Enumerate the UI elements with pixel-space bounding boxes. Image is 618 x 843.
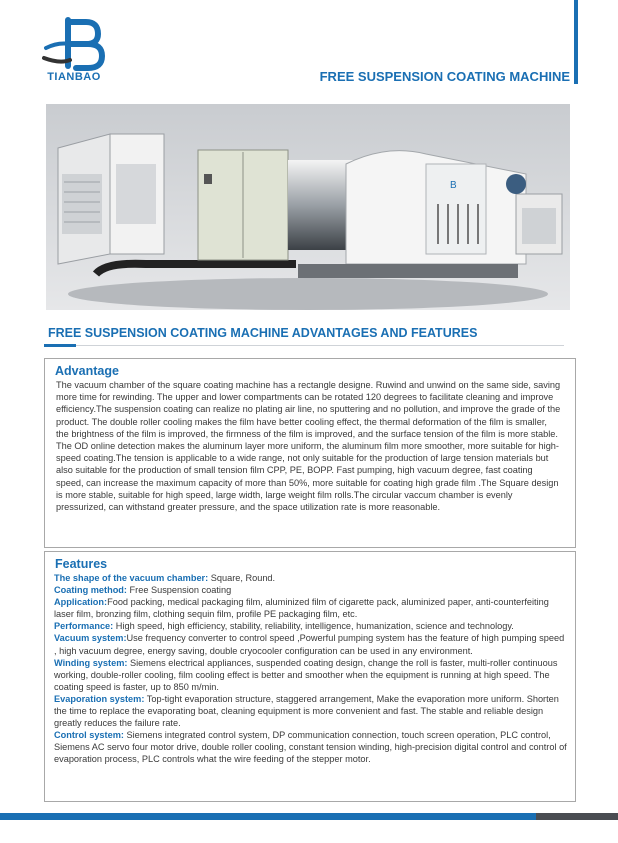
feature-value: Top-tight evaporation structure, staggered arrangement, Make the evaporation more uniform. Shorten the time to replace the evaporating boat, cleaning equipment is more convenient and fast. The stable and reliable design greatly reduces the failure rate. [54, 693, 559, 729]
footer-bar-gray [536, 813, 618, 820]
feature-key: Vacuum system: [54, 633, 127, 644]
features-box [44, 551, 576, 802]
coating-machine-photo [46, 104, 570, 310]
features-list [54, 572, 568, 766]
feature-item [54, 693, 568, 729]
feature-value: Siemens electrical appliances, suspended coating design, change the roll is faster, multi-roller continuous working, double-roller cooling, film cooling effect is better and smoother when the equipment is running at high speed. The coating speed is faster, up to 850 m/min. [54, 657, 558, 692]
section-divider-accent [44, 344, 76, 347]
advantage-heading: Advantage [55, 364, 119, 378]
page-title: FREE SUSPENSION COATING MACHINE [319, 69, 570, 84]
feature-item [54, 620, 568, 632]
feature-item [54, 632, 568, 656]
advantage-text: The vacuum chamber of the square coating machine has a rectangle designe. Ruwind and unwind on the same side, saving more time for rewinding. The upper and lower compartments can be rotated 120 degrees to facilitate cleaning and improve efficiency.The suspension coating can realize no plating air line, no sputtering and no pollution, and improve the grade of the product. The double roller cooling makes the film have better cooling effect, the thermal deformation of the film is smaller, the brightness of the film is improved, the firmness of the film is improved, and the surface tension of the film is more stable. The OD online detection makes the aluminum layer more uniform, the aluminum film more smoother, more suitable for high-speed coating.The tension is applicable to a wide range, not only suitable for the production of large tension materials but also suitable for the production of small tension film CPP, PE, BOPP. Fast pumping, high vacuum degree, fast coating speed, can increase the maximum capacity of more than 50%, more suitable for coating high grade film .The Square design is more stable, suitable for high speed, large width, large weight film rolls.The circular vaccum chamber is evenly pressurized, can withstand greater pressure, and the space utilization rate is more reasonable. [56, 380, 561, 513]
feature-item [54, 596, 568, 620]
feature-value: Use frequency converter to control speed ,Powerful pumping system has the feature of high pumping speed , high vacuum degree, energy saving, double cryocooler configuration can be used in any environment. [54, 633, 565, 656]
feature-item [54, 572, 568, 584]
feature-item [54, 584, 568, 596]
section-title: FREE SUSPENSION COATING MACHINE ADVANTAGES AND FEATURES [48, 326, 478, 340]
feature-key: The shape of the vacuum chamber: [54, 573, 209, 583]
section-divider [44, 345, 564, 346]
feature-value: Food packing, medical packaging film, aluminized film of cigarette pack, aluminized paper, anti-counterfeiting laser film, bronzing film, clothing sequin film, profile PE packaging film, etc. [54, 597, 549, 620]
feature-value: Free Suspension coating [126, 585, 232, 596]
feature-value: High speed, high efficiency, stability, reliability, intelligence, humanization, science and technology. [113, 621, 514, 632]
top-accent-rule [574, 0, 578, 84]
feature-value: Siemens integrated control system, DP communication connection, touch screen operation, PLC control, Siemens AC servo four motor drive, double roller cooling, constant tension winding, high-precision digital control and control of evaporation process, PLC controls what the wire feeding of the stepper motor. [54, 730, 567, 765]
features-heading: Features [55, 557, 108, 571]
feature-key: Coating method: [54, 585, 127, 596]
feature-item [54, 729, 568, 765]
svg-text:B: B [450, 180, 457, 191]
footer-bar-blue [0, 813, 536, 820]
advantage-box [44, 358, 576, 548]
feature-key: Control system: [54, 730, 124, 741]
feature-key: Application: [54, 597, 108, 608]
feature-key: Evaporation system: [54, 693, 145, 704]
feature-item [54, 657, 568, 693]
feature-value: Square, Round. [208, 573, 276, 583]
feature-key: Performance: [54, 621, 114, 632]
feature-key: Winding system: [54, 657, 128, 668]
brand-name: TIANBAO [47, 71, 101, 83]
